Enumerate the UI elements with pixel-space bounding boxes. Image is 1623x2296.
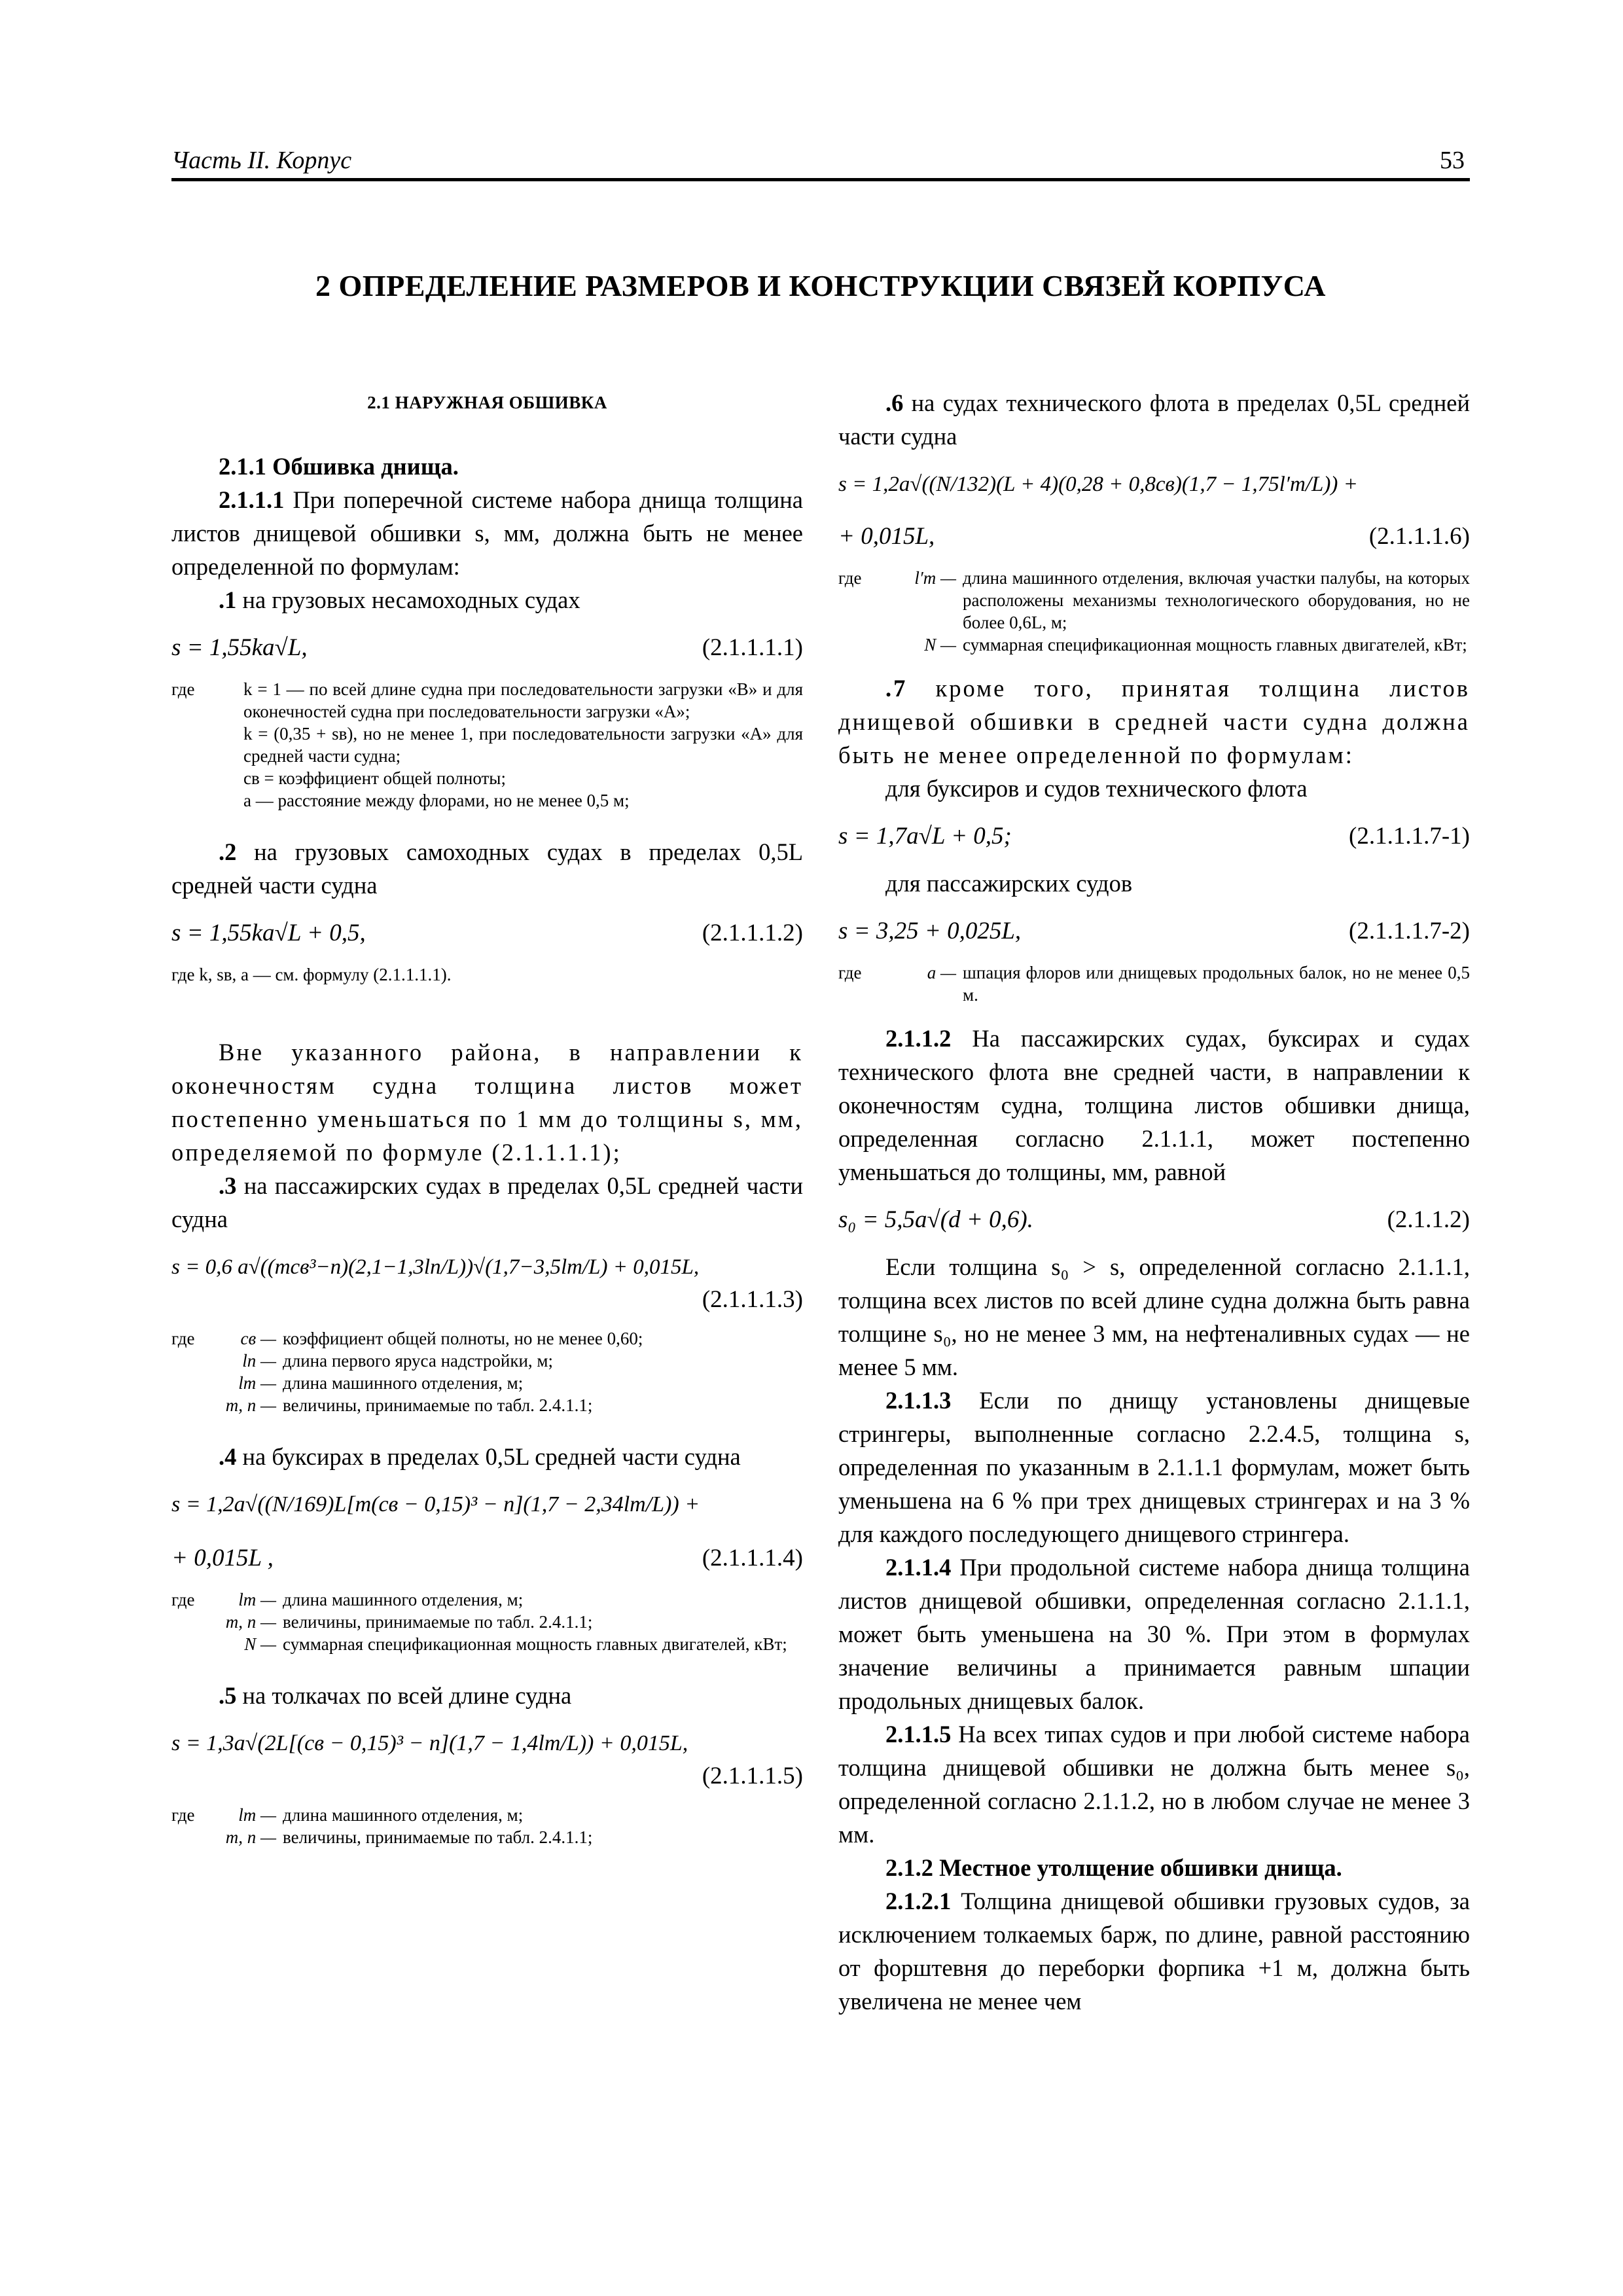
item-text: на буксирах в пределах 0,5L средней части судна [236,1443,741,1470]
formula [171,1488,803,1522]
formula-expression: s = 1,7a√L + 0,5; [838,823,1012,850]
definition-symbol: lm — [238,1373,276,1393]
formula-number: (2.1.1.1.4) [702,1545,803,1571]
item-number: .2 [219,838,237,865]
clause-paragraph [838,1384,1470,1551]
item-text: на толкачах по всей длине судна [236,1682,572,1709]
definition: длина первого яруса надстройки, м; [283,1351,553,1371]
clause-number: 2.1.1.4 [885,1554,952,1581]
item-paragraph [171,835,803,902]
definition: k = (0,35 + sв), но не менее 1, при последовательности загрузки «А» для средней части судна; [243,724,803,766]
item-number: .5 [219,1682,237,1709]
where-label: где [171,1805,195,1825]
definition: k = 1 — по всей длине судна при последовательности загрузки «В» и для оконечностей судна при последовательности загрузки «А»; [243,679,803,721]
formula-expression: s = 1,2a√((N/132)(L + 4)(0,28 + 0,8cв)(1,7 − 1,75l′m/L)) + [838,473,1358,496]
item-text: на пассажирских судах в пределах 0,5L средней части судна [171,1172,803,1232]
clause-number: 2.1.1.5 [885,1721,952,1748]
clause-number: 2.1.2.1 [885,1888,952,1914]
formula-expression: + 0,015L, [838,523,935,550]
definition-symbol: l′m — [914,568,956,588]
formula-expression: s = 1,55ka√L + 0,5, [171,920,366,946]
definition: шпация флоров или днищевых продольных балок, но не менее 0,5 м. [963,963,1470,1005]
formula [171,631,803,665]
definition-symbol: m, n — [225,1395,276,1415]
clause-text: При продольной системе набора днища толщина листов днищевой обшивки, определенная согласно 2.1.1.1, может быть уменьшена на 30 %. При этом в формулах значение величины a принимается равным шпации продольных днищевых балок. [838,1554,1470,1714]
formula-expression: s = 1,55ka√L, [171,634,308,661]
definitions-list [838,961,1470,1006]
formula-expression: s = 0,6 a√((mcв³−n)(2,1−1,3ln/L))√(1,7−3,5lm/L) + 0,015L, [171,1255,700,1279]
definition: величины, принимаемые по табл. 2.4.1.1; [283,1612,593,1632]
chapter-title: 2 ОПРЕДЕЛЕНИЕ РАЗМЕРОВ И КОНСТРУКЦИИ СВЯЗЕЙ КОРПУСА [315,269,1326,302]
item-paragraph [838,672,1470,772]
formula [838,1203,1470,1237]
definition-symbol: m, n — [225,1827,276,1847]
clause-text: Толщина днищевой обшивки грузовых судов, за исключением толкаемых барж, по длине, равной расстоянию от форштевня до переборки форпика +1 м, должна быть увеличена не менее чем [838,1888,1470,2015]
definition: длина машинного отделения, м; [283,1805,524,1825]
formula-number: (2.1.1.1.2) [702,920,803,946]
item-number: .4 [219,1443,237,1470]
right-column [838,386,1470,2018]
item-text: на грузовых самоходных судах в пределах 0,5L средней части судна [171,838,803,899]
definitions-list [171,678,803,812]
where-label: где [171,1590,195,1609]
formula [838,467,1470,501]
definitions-list [838,567,1470,656]
definition: величины, принимаемые по табл. 2.4.1.1; [283,1395,593,1415]
subsection-heading: 2.1.1 Обшивка днища. [219,453,459,480]
formula-expression: + 0,015L , [171,1545,274,1571]
item-number: .7 [885,675,908,702]
clause-number: 2.1.1.2 [885,1025,952,1052]
formula-continuation [838,520,1470,554]
formula-number: (2.1.1.1.6) [1368,523,1470,550]
clause-paragraph [838,1717,1470,1851]
body-paragraph: для буксиров и судов технического флота [885,775,1308,802]
formula-expression: s₀ = 5,5a√(d + 0,6). [838,1206,1033,1233]
definition-symbol: lm — [238,1805,276,1825]
definitions-list [171,1327,803,1416]
where-label: где [838,963,862,982]
formula-number: (2.1.1.1.5) [702,1763,803,1789]
formula-expression: s = 1,2a√((N/169)L[m(cв − 0,15)³ − n](1,7 − 2,34lm/L)) + [171,1492,700,1516]
definition-symbol: lm — [238,1590,276,1609]
where-label: где [838,568,862,588]
page-number: 53 [1440,147,1465,174]
definition: суммарная спецификационная мощность главных двигателей, кВт; [963,635,1467,655]
section-title: 2.1 НАРУЖНАЯ ОБШИВКА [367,393,607,412]
item-number: .6 [885,389,904,416]
clause-text: На пассажирских судах, буксирах и судах технического флота вне средней части, в направлении к оконечностям судна, толщина листов обшивки днища, определенная согласно 2.1.1.1, может постепенно уменьшаться до толщины, мм, равной [838,1025,1470,1185]
running-title: Часть II. Корпус [171,147,352,174]
body-paragraph: Если толщина s₀ > s, определенной согласно 2.1.1.1, толщина всех листов по всей длине судна должна быть равна толщине s₀, но не менее 3 мм, на нефтеналивных судах — не менее 5 мм. [838,1253,1470,1380]
formula [838,819,1470,853]
definition-symbol: N — [244,1634,276,1654]
definition: длина машинного отделения, м; [283,1373,524,1393]
formula [171,1250,803,1284]
item-paragraph [838,386,1470,453]
item-text: на судах технического флота в пределах 0,5L средней части судна [838,389,1470,450]
definition-symbol: N — [924,635,956,655]
body-paragraph: для пассажирских судов [885,870,1133,897]
definition-symbol: m, n — [225,1612,276,1632]
item-number: .1 [219,586,237,613]
clause-paragraph [838,1022,1470,1189]
formula-continuation [171,1541,803,1575]
subsection-heading: 2.1.2 Местное утолщение обшивки днища. [885,1854,1342,1881]
item-text: кроме того, принятая толщина листов днищевой обшивки в средней части судна должна быть не менее определенной по формулам: [838,675,1470,768]
where-label: где [171,679,195,699]
definition: длина машинного отделения, м; [283,1590,524,1609]
definitions-note: где k, sв, a — см. формулу (2.1.1.1.1). [171,965,452,984]
definition-symbol: cв — [240,1329,276,1348]
formula-expression: s = 3,25 + 0,025L, [838,918,1022,944]
clause-text: Если по днищу установлены днищевые стрингеры, выполненные согласно 2.2.4.5, толщина s, определенная по указанным в 2.1.1.1 формулам, может быть уменьшена на 6 % при трех днищевых стрингерах и на 3 % для каждого последующего днищевого стрингера. [838,1387,1470,1547]
where-label: где [171,1329,195,1348]
definition: суммарная спецификационная мощность главных двигателей, кВт; [283,1634,787,1654]
item-paragraph [171,1679,803,1712]
formula [171,916,803,950]
item-paragraph [171,1440,803,1473]
formula-expression: s = 1,3a√(2L[(cв − 0,15)³ − n](1,7 − 1,4lm/L)) + 0,015L, [171,1731,688,1755]
formula-number: (2.1.1.1.3) [702,1286,803,1313]
formula-number: (2.1.1.1.7-1) [1349,823,1470,850]
definition: длина машинного отделения, включая участки палубы, на которых расположены механизмы технологического оборудования, но не более 0,6L, м; [963,568,1470,632]
clause-number: 2.1.1.1 [219,486,285,513]
item-text: на грузовых несамоходных судах [236,586,580,613]
clause-paragraph [171,483,803,583]
clause-text: При поперечной системе набора днища толщина листов днищевой обшивки s, мм, должна быть не менее определенной по формулам: [171,486,803,580]
definition: коэффициент общей полноты, но не менее 0,60; [283,1329,643,1348]
definition: величины, принимаемые по табл. 2.4.1.1; [283,1827,593,1847]
item-paragraph [171,583,803,617]
formula [838,914,1470,948]
header-rule [171,178,1470,181]
clause-number: 2.1.1.3 [885,1387,952,1414]
item-paragraph [171,1169,803,1236]
definition: cв = коэффициент общей полноты; [243,768,506,788]
left-column [171,367,803,1872]
definition-symbol: a — [927,963,956,982]
formula-number: (2.1.1.1.1) [702,634,803,661]
definition: a — расстояние между флорами, но не менее 0,5 м; [243,791,630,810]
definition-symbol: ln — [242,1351,276,1371]
formula-number: (2.1.1.2) [1387,1206,1470,1233]
formula-number: (2.1.1.1.7-2) [1349,918,1470,944]
clause-paragraph [838,1551,1470,1717]
formula [171,1727,803,1761]
clause-paragraph [838,1884,1470,2018]
clause-text: На всех типах судов и при любой системе набора толщина днищевой обшивки не должна быть менее s₀, определенной согласно 2.1.1.2, но в любом случае не менее 3 мм. [838,1721,1470,1848]
item-number: .3 [219,1172,237,1199]
definitions-list [171,1804,803,1848]
body-paragraph: Вне указанного района, в направлении к оконечностям судна толщина листов может постепенно уменьшаться по 1 мм до толщины s, мм, определяемой по формуле (2.1.1.1.1); [171,1039,803,1166]
definitions-list [171,1588,803,1655]
